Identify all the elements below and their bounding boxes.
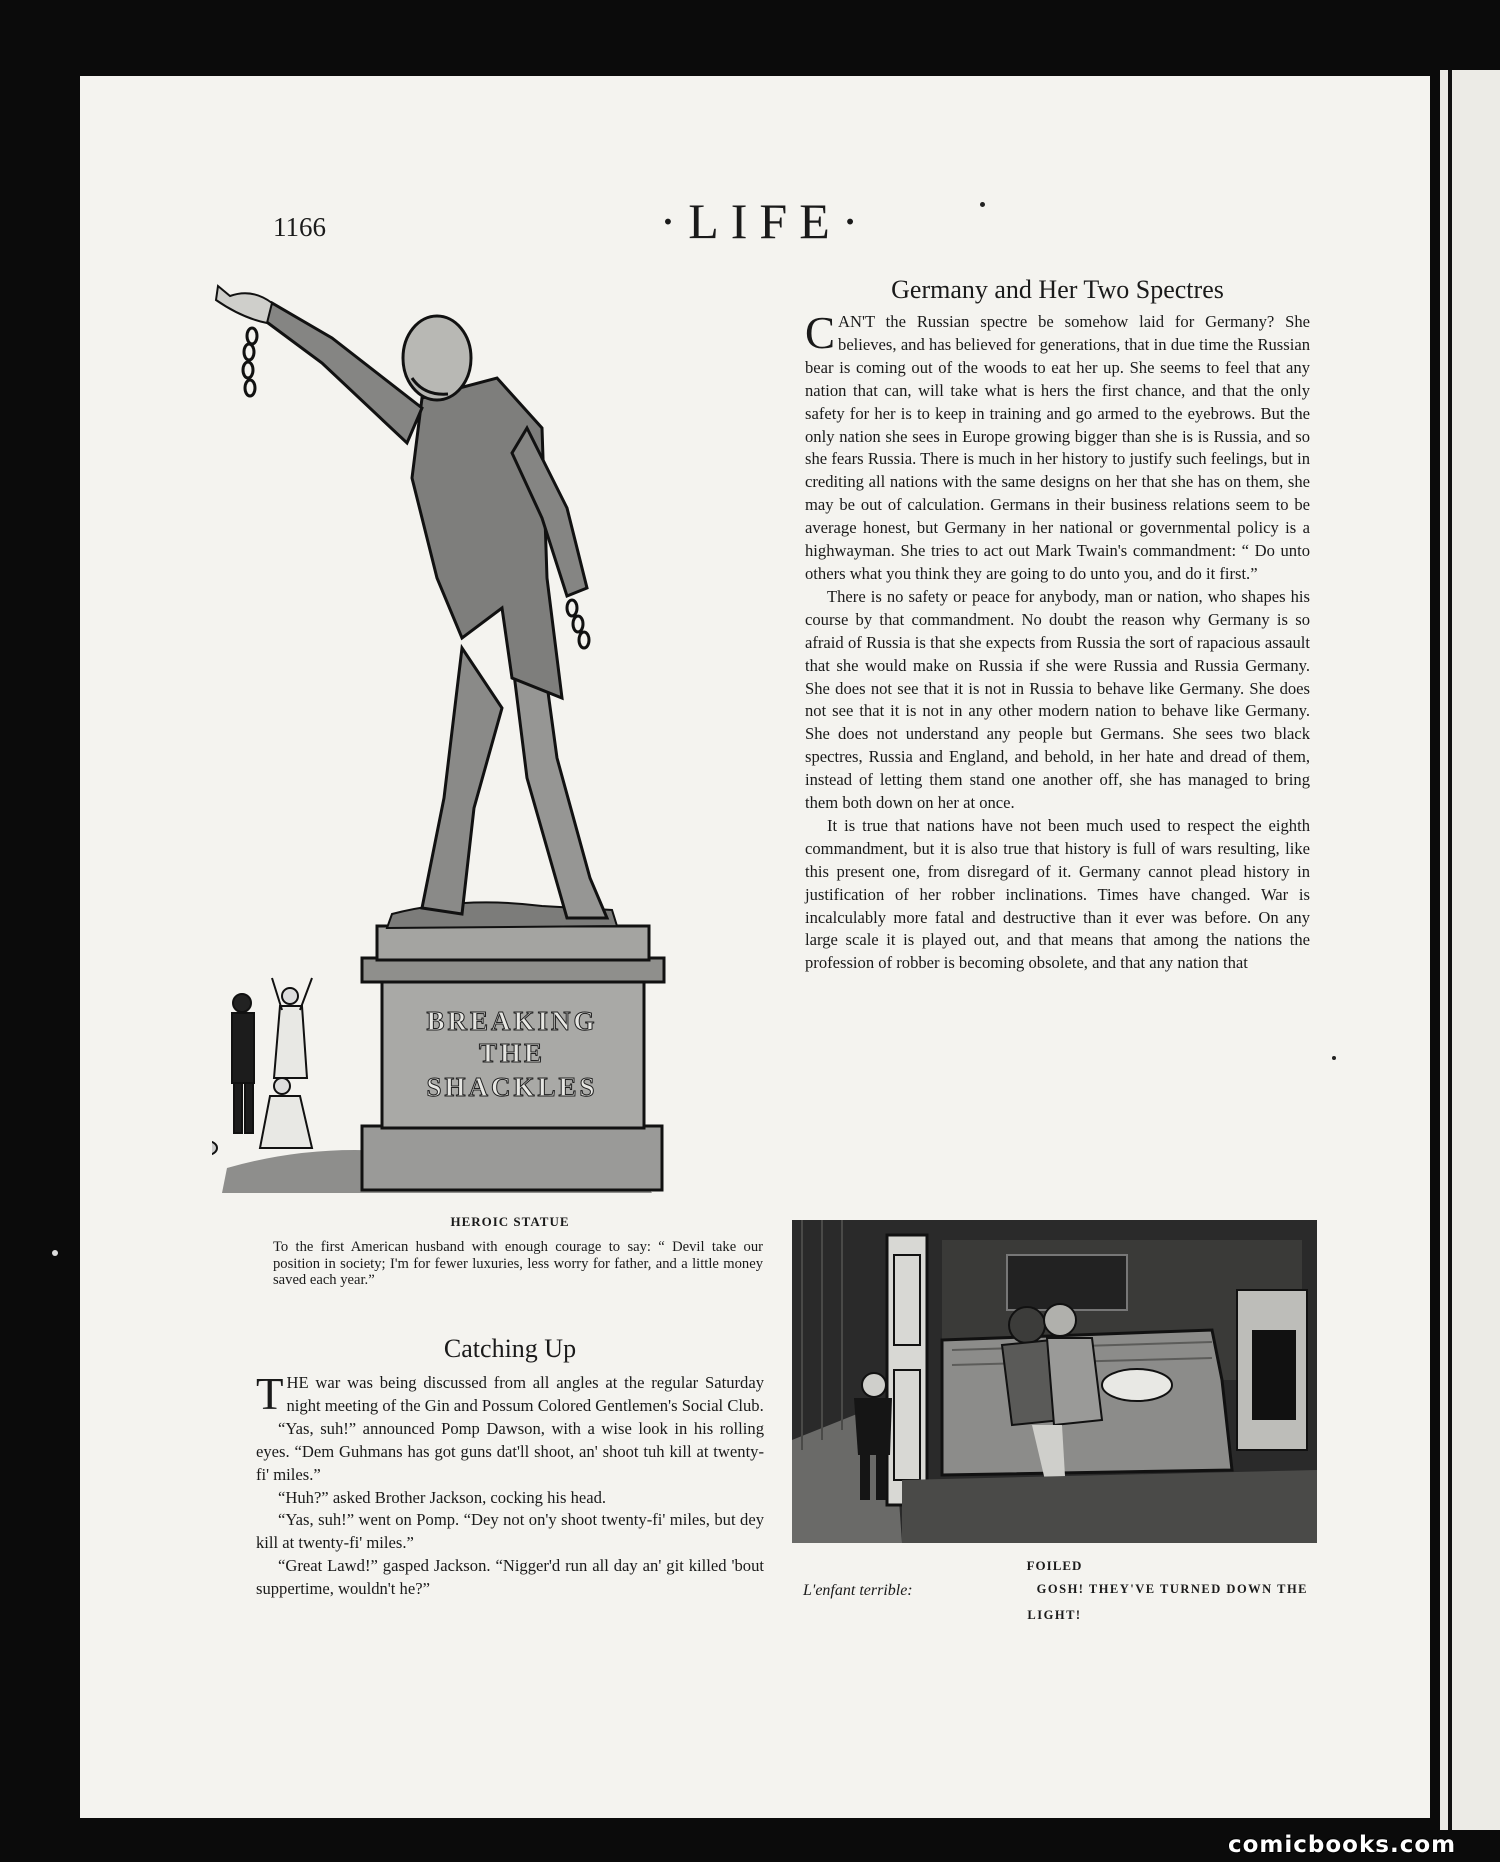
statue-caption-text: To the first American husband with enough courage to say: “ Devil take our position in society; I'm for fewer luxuries, less worry for father, and a little money saved each year.” bbox=[273, 1239, 763, 1288]
foiled-caption-speech: GOSH! THEY'VE TURNED DOWN THE bbox=[1036, 1582, 1308, 1596]
foiled-caption-speech-end: LIGHT! bbox=[1027, 1608, 1082, 1622]
scan-speck bbox=[1332, 1056, 1336, 1060]
foiled-caption-title: FOILED bbox=[1026, 1558, 1083, 1573]
article-body-catching-up bbox=[256, 1369, 764, 1601]
article-title-germany: Germany and Her Two Spectres bbox=[891, 275, 1224, 304]
foiled-caption-line bbox=[803, 1582, 1308, 1600]
masthead-title: ·LIFE· bbox=[659, 193, 871, 249]
scan-speck bbox=[980, 202, 985, 207]
page-number: 1166 bbox=[273, 212, 326, 242]
foiled-caption-speaker: L'enfant terrible: bbox=[803, 1582, 913, 1599]
article-paragraph: It is true that nations have not been much used to respect the eighth commandment, but it is also true that history is full of wars resulting, like this present one, from disregard of it. Germany cannot plead history in justification of her robber inclinations. Times have changed. War is incalculably more fatal and destructive than it ever was before. On any large scale it is played out, and that means that among the nations the profession of robber is becoming obsolete, and that any nation that bbox=[805, 815, 1310, 973]
drop-cap: C bbox=[805, 308, 836, 358]
article-paragraph: THE war was being discussed from all angles at the regular Saturday night meeting of the Gin and Possum Colored Gentlemen's Social Club. bbox=[256, 1369, 764, 1419]
article-paragraph: “Yas, suh!” announced Pomp Dawson, with a wise look in his rolling eyes. “Dem Guhmans has got guns dat'll shoot, an' shoot tuh kill at twenty-fi' miles.” bbox=[256, 1418, 764, 1484]
watermark: comicbooks.com bbox=[1228, 1832, 1457, 1858]
statue-caption-title: HEROIC STATUE bbox=[450, 1214, 570, 1229]
pedestal-inscription-line: SHACKLES bbox=[426, 1072, 598, 1102]
article-paragraph: “Yas, suh!” went on Pomp. “Dey not on'y shoot twenty-fi' miles, but dey kill at twenty-fi' miles.” bbox=[256, 1510, 764, 1553]
foiled-illustration bbox=[792, 1220, 1317, 1543]
article-paragraph: There is no safety or peace for anybody, man or nation, who shapes his course by that commandment. No doubt the reason why Germany is so afraid of Russia is that she expects from Russia the sort of rapacious assault that she would make on Russia if she were Russia and Russia Germany. She does not see that it is not in Russia to behave like Germany. She does not see that it is not in any other modern nation to behave like Germany. She does not understand any people but Germans. She sees two black spectres, Russia and England, and behold, in her hate and dread of them, instead of letting them stand one another off, she has managed to bring them both down on her at once. bbox=[805, 586, 1310, 813]
pedestal-inscription-line: THE bbox=[478, 1038, 546, 1068]
page-gutter-line bbox=[1448, 70, 1452, 1830]
article-paragraph: “Huh?” asked Brother Jackson, cocking his head. bbox=[278, 1487, 607, 1507]
pedestal-inscription-line: BREAKING bbox=[426, 1006, 598, 1036]
article-title-catching-up: Catching Up bbox=[443, 1334, 577, 1363]
article-paragraph: “Great Lawd!” gasped Jackson. “Nigger'd run all day an' git killed 'bout suppertime, wouldn't he?” bbox=[256, 1556, 764, 1599]
scan-speck bbox=[52, 1250, 58, 1256]
heroic-statue-illustration bbox=[212, 278, 672, 1200]
drop-cap: T bbox=[256, 1369, 284, 1419]
article-paragraph: CAN'T the Russian spectre be somehow laid for Germany? She believes, and has believed for generations, that in due time the Russian bear is coming out of the woods to eat her up. She seems to feel that any nation that can, will take what is hers the first chance, and that the only safety for her is to keep in training and go armed to the eyebrows. But the only nation she sees in Europe growing bigger than she is is Russia, and so she fears Russia. There is much in her history to justify such feelings, but in crediting all nations with the same designs on her that she has on them, she may be out of calculation. Germans in their business relations seem to be average honest, but Germany in her national or governmental policy is a highwayman. She tries to act out Mark Twain's commandment: “ Do unto others what you think they are going to do unto you, and do it first.” bbox=[805, 308, 1310, 583]
article-body-germany bbox=[805, 308, 1310, 975]
